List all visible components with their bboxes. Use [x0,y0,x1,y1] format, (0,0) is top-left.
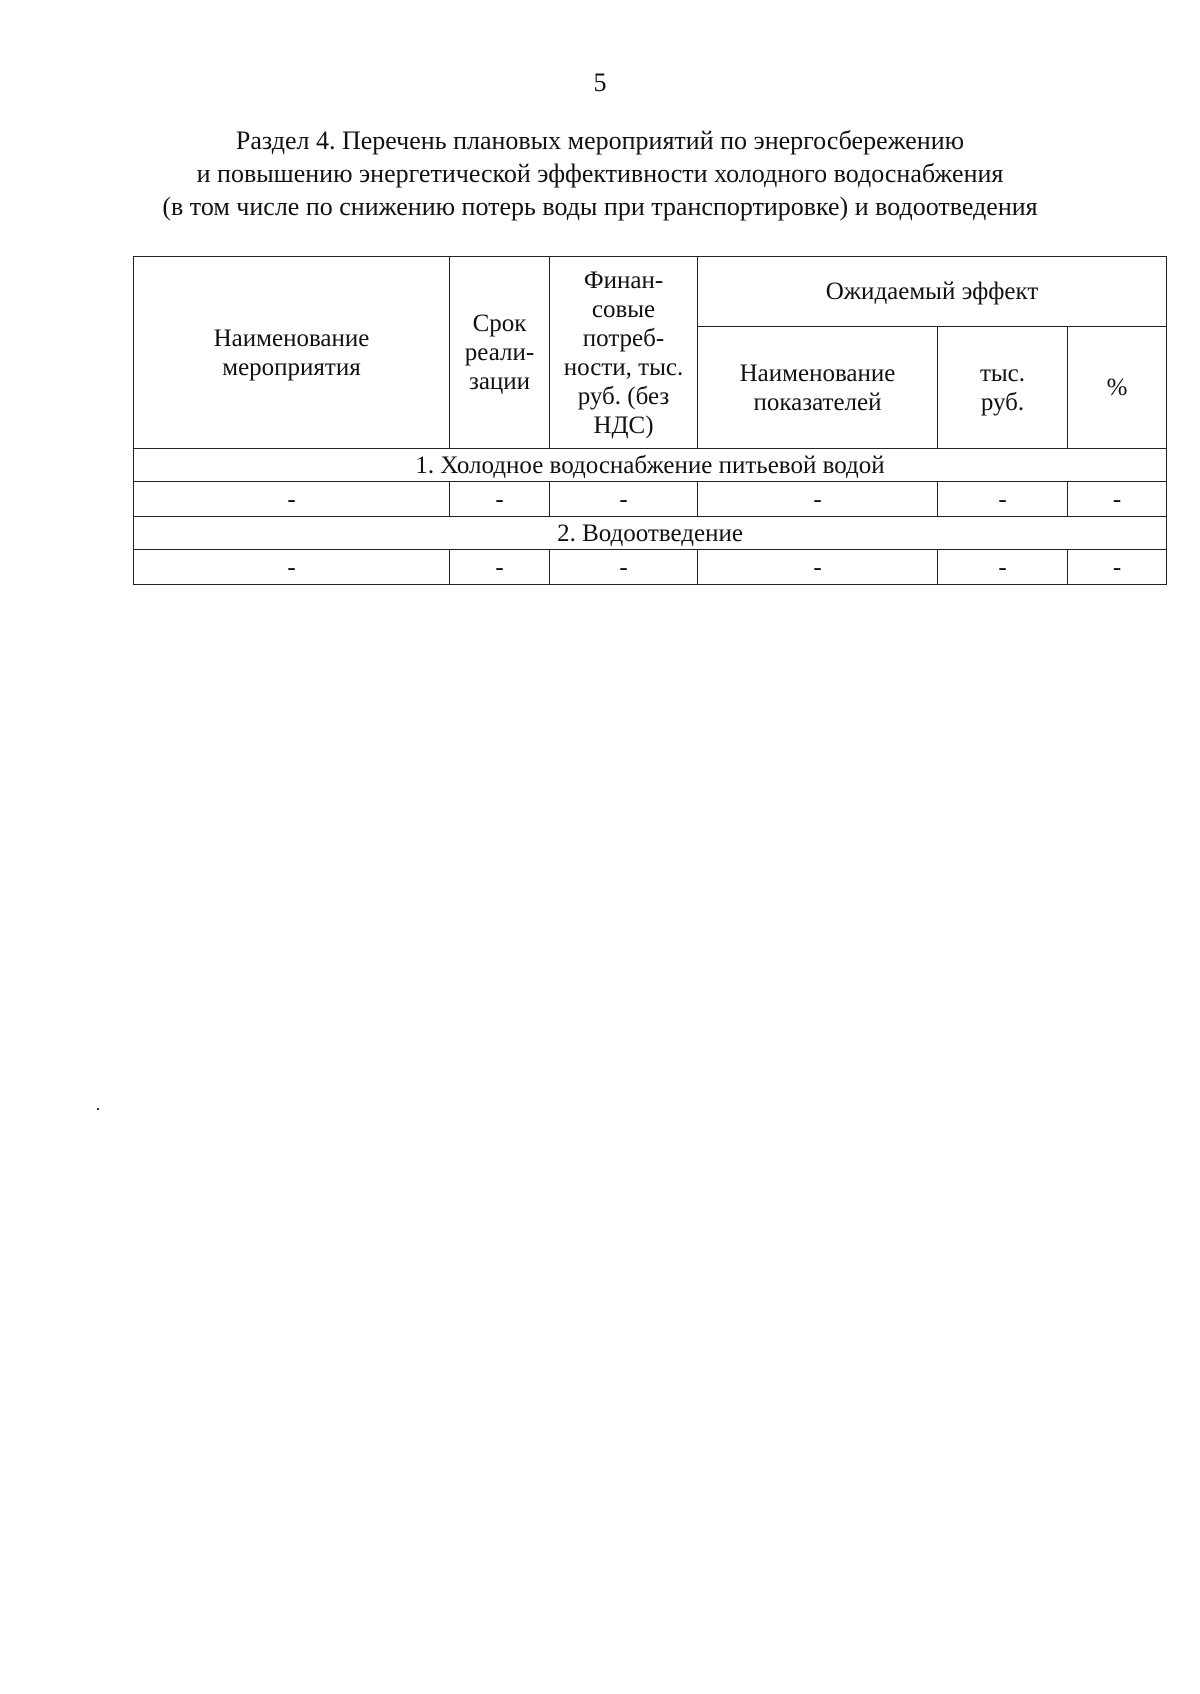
table-cell: - [134,482,450,517]
table-cell: - [450,482,550,517]
section-title-line-3: (в том числе по снижению потерь воды при транспортировке) и водоотведения [162,192,1038,221]
table-cell: - [698,550,938,585]
table-section-row [134,449,1167,482]
header-measure-name-text: Наименование мероприятия [213,324,370,381]
measures-table [133,256,1167,585]
table-row [134,482,1167,517]
header-term [450,257,550,449]
header-measure-name [134,257,450,449]
section-title-line-1: Раздел 4. Перечень плановых мероприятий по энергосбережению [235,126,965,155]
table-cell: - [698,482,938,517]
header-indicators-text: Наименование показателей [739,359,896,416]
header-percent: % [1068,327,1167,449]
table-cell: - [938,482,1068,517]
header-finance [550,257,698,449]
page-number: 5 [593,68,607,97]
table-cell: - [134,550,450,585]
header-expected-effect: Ожидаемый эффект [698,257,1167,327]
header-thousand-rub-text: тыс. руб. [979,359,1026,416]
section-title-line-2: и повышению энергетической эффективности холодного водоснабжения [196,159,1004,188]
header-indicators [698,327,938,449]
table-cell: - [1068,482,1167,517]
table-cell: - [450,550,550,585]
table-cell: - [550,482,698,517]
header-term-text: Срок реали-зации [464,310,535,395]
table-row [134,550,1167,585]
header-finance-text: Финан-совые потреб-ности, тыс. руб. (без НДС) [563,266,684,439]
section-title [0,124,1200,223]
header-thousand-rub [938,327,1068,449]
table-section-row [134,517,1167,550]
scan-speck [97,1108,99,1110]
table-cell: - [550,550,698,585]
section-cold-water: 1. Холодное водоснабжение питьевой водой [134,449,1167,482]
table-cell: - [938,550,1068,585]
section-wastewater: 2. Водоотведение [134,517,1167,550]
table-header-row [134,257,1167,327]
table-cell: - [1068,550,1167,585]
